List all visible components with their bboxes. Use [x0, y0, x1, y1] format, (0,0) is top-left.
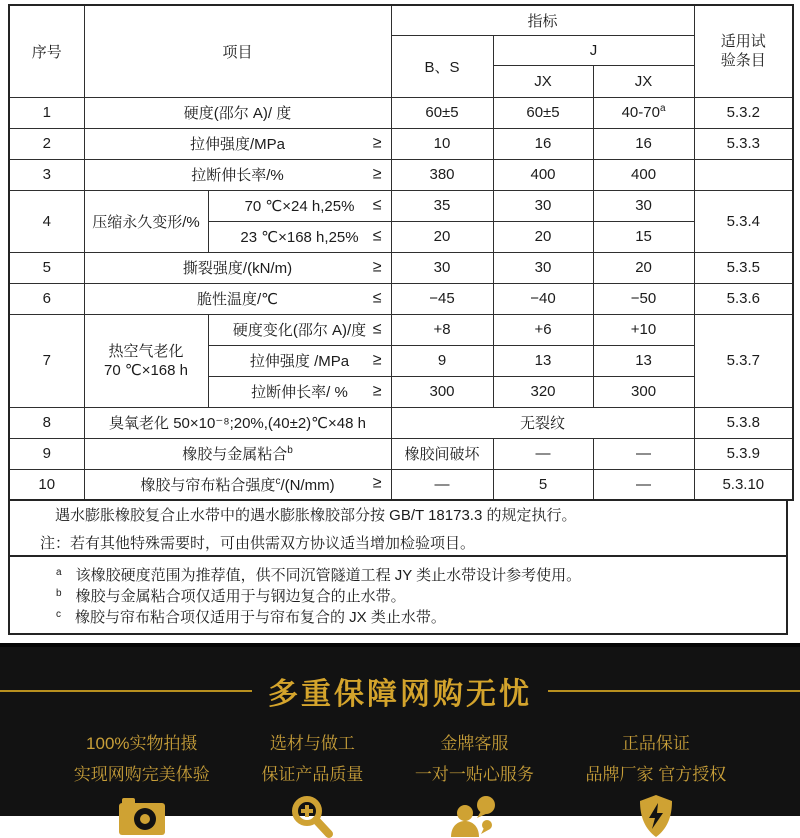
feature-subtitle: 品牌厂家 官方授权 [585, 765, 727, 784]
value-cell: — [493, 438, 593, 469]
condition-cell: 硬度变化(邵尔 A)/度 ≤ [208, 314, 391, 345]
value-cell: 20 [593, 252, 694, 283]
condition-cell: 23 ℃×168 h,25% ≤ [208, 221, 391, 252]
customer-service-icon [450, 796, 498, 836]
item-cell: 热空气老化 70 ℃×168 h [84, 314, 208, 407]
footnote-text: 橡胶与帘布粘合项仅适用于与帘布复合的 JX 类止水带。 [75, 609, 446, 626]
no-cell: 3 [9, 159, 84, 190]
no-cell: 6 [9, 283, 84, 314]
note-line: 注：若有其他特殊需要时，可由供需双方协议适当增加检验项目。 [40, 534, 476, 552]
ref-cell: 5.3.6 [694, 283, 793, 314]
divider-line [0, 690, 252, 692]
value-cell: 35 [391, 190, 493, 221]
value-cell: 60±5 [493, 97, 593, 128]
no-cell: 8 [9, 407, 84, 438]
value-cell: 30 [593, 190, 694, 221]
ref-cell: 5.3.3 [694, 128, 793, 159]
condition-cell: 拉断伸长率/ % ≥ [208, 376, 391, 407]
no-cell: 9 [9, 438, 84, 469]
table-row [9, 252, 793, 283]
value-cell: −50 [593, 283, 694, 314]
table-footnotes [8, 555, 788, 635]
feature-real-photos [74, 729, 210, 836]
item-cell: 拉伸强度/MPa ≥ [84, 128, 391, 159]
feature-authentic [585, 729, 726, 836]
divider-line [548, 690, 800, 692]
shield-icon [639, 796, 673, 836]
feature-title: 100%实物拍摄 [86, 734, 198, 753]
table-row [9, 190, 793, 221]
ref-cell: 5.3.7 [694, 314, 793, 407]
value-cell: +6 [493, 314, 593, 345]
table-row [9, 314, 793, 345]
value-cell: 10 [391, 128, 493, 159]
table-notes [8, 499, 788, 557]
no-cell: 7 [9, 314, 84, 407]
value-cell: 9 [391, 345, 493, 376]
item-cell: 拉断伸长率/% ≥ [84, 159, 391, 190]
table-row [9, 159, 793, 190]
value-cell: 13 [493, 345, 593, 376]
footnote-text: 橡胶与金属粘合项仅适用于与钢边复合的止水带。 [75, 588, 406, 605]
feature-title: 选材与做工 [269, 734, 355, 753]
value-cell: 13 [593, 345, 694, 376]
camera-icon [119, 796, 165, 836]
feature-title: 正品保证 [621, 734, 690, 753]
feature-subtitle: 一对一贴心服务 [414, 765, 534, 784]
footnote [56, 585, 786, 606]
value-cell: 320 [493, 376, 593, 407]
value-cell-merged: 无裂纹 [391, 407, 694, 438]
no-cell: 2 [9, 128, 84, 159]
ref-cell [694, 159, 793, 190]
ref-cell: 5.3.5 [694, 252, 793, 283]
table-row [9, 469, 793, 500]
value-cell: 5 [493, 469, 593, 500]
item-cell: 压缩永久变形/% [84, 190, 208, 252]
value-cell: 30 [493, 252, 593, 283]
table-row [9, 283, 793, 314]
header-index: 指标 [391, 5, 694, 35]
value-cell: 300 [593, 376, 694, 407]
footnote-marker: c [56, 609, 61, 620]
item-cell: 脆性温度/℃ ≤ [84, 283, 391, 314]
header-j: J [493, 35, 694, 65]
header-jx2: JX [593, 65, 694, 97]
footnote-marker: a [56, 567, 62, 578]
feature-subtitle: 保证产品质量 [261, 765, 364, 784]
no-cell: 5 [9, 252, 84, 283]
item-cell: 硬度(邵尔 A)/ 度 [84, 97, 391, 128]
header-no: 序号 [9, 5, 84, 97]
product-spec-page [0, 4, 800, 825]
value-cell: +8 [391, 314, 493, 345]
value-cell: 300 [391, 376, 493, 407]
header-applicable: 适用试 验条目 [694, 5, 793, 97]
banner-title-row [0, 647, 800, 713]
ref-cell: 5.3.8 [694, 407, 793, 438]
table-row [9, 97, 793, 128]
ref-cell: 5.3.10 [694, 469, 793, 500]
value-cell: 400 [493, 159, 593, 190]
magnifier-icon [290, 796, 334, 836]
guarantee-banner [0, 643, 800, 816]
value-cell: 16 [593, 128, 694, 159]
value-cell: −45 [391, 283, 493, 314]
value-cell: 16 [493, 128, 593, 159]
no-cell: 10 [9, 469, 84, 500]
feature-quality [261, 729, 363, 836]
feature-subtitle: 实现网购完美体验 [73, 765, 210, 784]
value-cell: 400 [593, 159, 694, 190]
footnote-marker: b [56, 588, 62, 599]
item-cell: 撕裂强度/(kN/m) ≥ [84, 252, 391, 283]
header-bs: B、S [391, 35, 493, 97]
feature-service [415, 729, 534, 836]
item-cell: 橡胶与帘布粘合强度$^c$/(N/mm) ≥ [84, 469, 391, 500]
table-row [9, 407, 793, 438]
header-item: 项目 [84, 5, 391, 97]
value-cell: 380 [391, 159, 493, 190]
table-row [9, 128, 793, 159]
condition-cell: 70 ℃×24 h,25% ≤ [208, 190, 391, 221]
footnote [56, 606, 786, 627]
value-cell: −40 [493, 283, 593, 314]
item-cell: 臭氧老化 50×10⁻⁸;20%,(40±2)℃×48 h [84, 407, 391, 438]
value-cell: — [593, 438, 694, 469]
feature-list [0, 713, 800, 836]
ref-cell: 5.3.2 [694, 97, 793, 128]
value-cell: +10 [593, 314, 694, 345]
ref-cell: 5.3.4 [694, 190, 793, 252]
value-cell: 20 [493, 221, 593, 252]
condition-cell: 拉伸强度 /MPa ≥ [208, 345, 391, 376]
feature-title: 金牌客服 [440, 734, 509, 753]
value-cell: 60±5 [391, 97, 493, 128]
value-cell: — [593, 469, 694, 500]
value-cell: 橡胶间破坏 [391, 438, 493, 469]
value-cell: 15 [593, 221, 694, 252]
header-jx1: JX [493, 65, 593, 97]
footnote-text: 该橡胶硬度范围为推荐值，供不同沉管隧道工程 JY 类止水带设计参考使用。 [75, 567, 582, 584]
footnote [56, 564, 786, 585]
value-cell: 30 [391, 252, 493, 283]
no-cell: 4 [9, 190, 84, 252]
banner-title: 多重保障网购无忧 [268, 678, 532, 711]
table-header-row [9, 5, 793, 35]
item-cell: 橡胶与金属粘合$^b$ [84, 438, 391, 469]
value-cell: — [391, 469, 493, 500]
value-cell: 20 [391, 221, 493, 252]
value-cell: 40-70$^a$ [593, 97, 694, 128]
spec-table [8, 4, 794, 501]
note-line: 遇水膨胀橡胶复合止水带中的遇水膨胀橡胶部分按 GB/T 18173.3 的规定执行。 [55, 506, 577, 524]
value-cell: 30 [493, 190, 593, 221]
no-cell: 1 [9, 97, 84, 128]
ref-cell: 5.3.9 [694, 438, 793, 469]
table-row [9, 438, 793, 469]
